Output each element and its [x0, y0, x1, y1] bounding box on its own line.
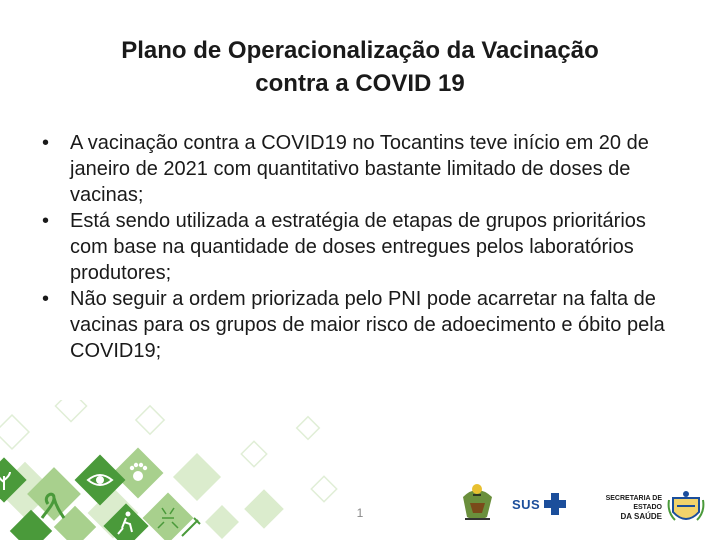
- secretaria-saude-logo: [580, 488, 708, 528]
- secretaria-line-2: DA SAÚDE: [620, 512, 662, 521]
- bullet-marker: •: [42, 132, 50, 154]
- cross-icon: [543, 492, 567, 516]
- slide-title: [40, 34, 680, 100]
- title-line-2: contra a COVID 19: [255, 70, 465, 97]
- bullet-list: [42, 130, 682, 364]
- state-crest-icon: [667, 488, 705, 528]
- bullet-text: A vacinação contra a COVID19 no Tocantins teve início em 20 de janeiro de 2021 com quantitativo bastante limitado de doses de vacinas;: [70, 132, 649, 206]
- bullet-marker: •: [42, 288, 50, 310]
- bullet-marker: •: [42, 210, 50, 232]
- bullet-item: [42, 208, 682, 286]
- bullet-item: [42, 286, 682, 364]
- sus-label: SUS: [512, 496, 541, 512]
- sus-logo: [512, 490, 567, 518]
- secretaria-text: [580, 494, 662, 522]
- title-line-1: Plano de Operacionalização da Vacinação: [121, 37, 599, 64]
- bullet-text: Está sendo utilizada a estratégia de etapas de grupos prioritários com base na quantidade de doses entregues pelos laboratórios produtores;: [70, 210, 646, 284]
- state-emblem-logo: [455, 475, 500, 525]
- bullet-text: Não seguir a ordem priorizada pelo PNI pode acarretar na falta de vacinas para os grupos de maior risco de adoecimento e óbito pela COVID19;: [70, 288, 665, 362]
- bullet-item: [42, 130, 682, 208]
- secretaria-line-1: SECRETARIA DE ESTADO: [605, 495, 662, 511]
- page-number: 1: [356, 506, 364, 520]
